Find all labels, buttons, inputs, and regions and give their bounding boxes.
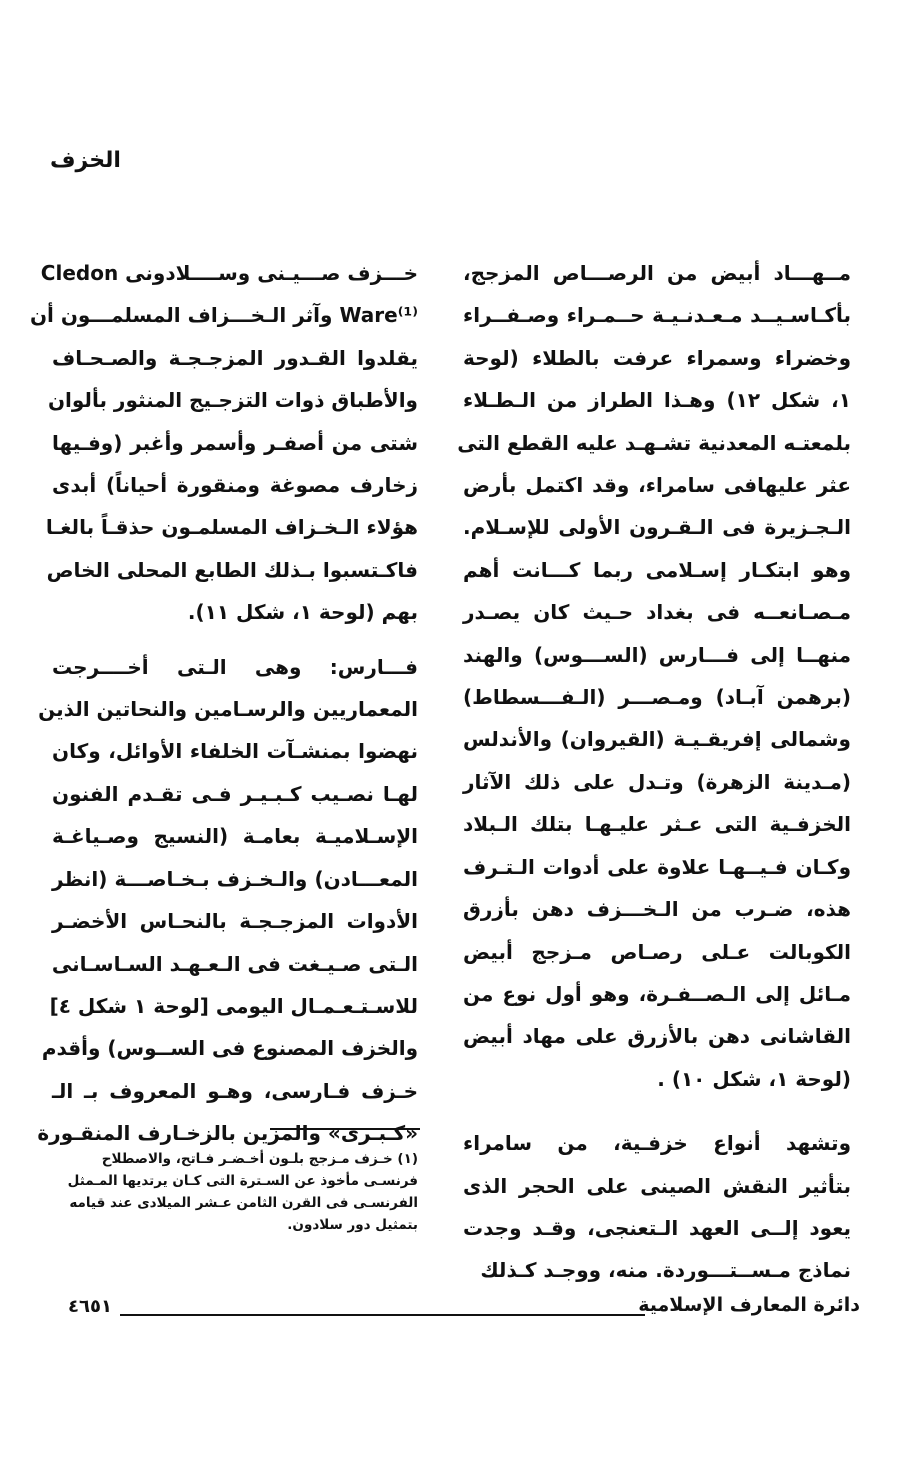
page-number: ٤٦٥١ [68,1296,112,1317]
text-line: وخضراء وسمراء عرفت بالطلاء (لوحة [463,345,851,370]
text-line: يعود إلــى العهد الـتعنجى، وقـد وجدت [463,1215,851,1240]
text-line: الأدوات المزجـجـة بالنحـاس الأخضـر [52,909,418,934]
text-line: فـــارس: وهى الـتى أخــــرجت [52,654,418,679]
text-line: (مـدينة الزهرة) وتـدل على ذلك الآثار [463,769,851,794]
text-line: خـزف فـارسى، وهـو المعروف بـ الـ [52,1078,418,1103]
text-line: وهو ابتكـار إسـلامى ربما كـــانت أهم [463,557,851,582]
text-line: ١، شكل ١٢) وهـذا الطراز من الـطـلاء [463,388,851,413]
text-line: مـائل إلى الـصــفـرة، وهو أول نوع من [463,981,851,1006]
text-line: الـجـزيرة فى الـقـرون الأولى للإسـلام. [463,515,851,540]
text-line: (لوحة ١، شكل ١٠) . [657,1066,851,1091]
text-line: مــهـــاد أبيض من الرصـــاص المزجج، [463,261,851,285]
text-line: لهـا نصـيب كـبـيـر فـى تقـدم الفنون [52,781,418,806]
text-line: بأكـاسـيــد مـعـدنـيـة حــمـراء وصـفــراء [463,303,851,328]
text-line: مـصـانعــه فى بغداد حـيث كان يصـدر [463,600,851,625]
text-line: الكوبالت عـلى رصـاص مـزجج أبيض [463,939,851,964]
footer-rule [120,1314,645,1316]
text-line: للاسـتـعـمـال اليومى [لوحة ١ شكل ٤] [49,993,418,1018]
text-line: منهــا إلى فـــارس (الســـوس) والهند [463,642,851,667]
text-line: بتأثير النقش الصينى على الحجر الذى [463,1173,851,1198]
text-line: «كـبـرى» والمزين بالزخـارف المنقـورة [37,1121,418,1146]
text-line: يقلدوا القـدور المزجـجـة والصـحـاف [52,345,418,370]
right-paragraph-2 [463,1122,851,1292]
text-line: وكـان فـيــهـا علاوة على أدوات الـتـرف [463,854,851,879]
running-header: الخزف [50,148,121,173]
text-line: والخزف المصنوع فى الســوس) وأقدم [41,1036,418,1061]
text-line: شتى من أصفـر وأسمر وأغبر (وفـيها [52,430,418,455]
text-line: نهضوا بمنشـآت الخلفاء الأوائل، وكان [52,739,418,764]
right-paragraph-1 [457,252,851,1100]
text-line: بهم (لوحة ١، شكل ١١). [187,600,418,625]
text-line: الإسـلاميـة بعامـة (النسيج وصـياغـة [52,824,418,849]
left-column [29,252,418,1155]
text-line: نماذج مـســتـــوردة. منه، ووجـد كـذلك [480,1258,851,1283]
text-line: المعـــادن) والـخـزف بـخـاصـــة (انظر [52,866,418,891]
text-line: وشمالى إفريقـيـة (القيروان) والأندلس [463,727,851,752]
text-line: والأطباق ذوات التزجـيج المنثور بألوان [47,388,418,413]
text-line: وتشهد أنواع خزفـية، من سامراء [463,1131,851,1156]
text-line: عثر عليهافى سامراء، وقد اكتمل بأرض [463,473,851,498]
text-line: بلمعتـه المعدنية تشـهـد عليه القطع التى [457,430,851,455]
text-line: القاشانى دهن بالأزرق على مهاد أبيض [463,1024,851,1049]
text-line: خـــزف صـــيـنى وســــلادونى Cledon [40,261,418,285]
page-footer [60,1296,860,1326]
footnote: (١) خـزف مـزجج بلـون أخـضـر فـاتح، والاصطلاح فرنسـى مأخوذ عن السـترة التى كـان يرتديها المـمثل الفرنسـى فى القرن الثامن عـشر الميلادى عند قيامه بتمثيل دور سلادون. [67,1151,418,1233]
footnote-separator [270,1128,420,1130]
publication-title: دائرة المعارف الإسلامية [638,1294,860,1316]
text-line: (برهمن آبـاد) ومـصـــر (الـفـــسطاط) [463,685,851,710]
left-paragraph-2 [37,646,418,1155]
text-line: هؤلاء الـخـزاف المسلمـون حذقـاً بالغـا [45,515,418,540]
text-line: Ware⁽¹⁾ وآثر الـخـــزاف المسلمـــون أن [29,303,418,328]
text-line: الخزفـية التى عـثر عليـهـا بتلك الـبلاد [463,812,851,837]
left-paragraph-1 [29,252,418,634]
text-line: المعماريين والرسـامين والنحاتين الذين [38,697,418,722]
text-line: فاكـتسبوا بـذلك الطابع المحلى الخاص [46,557,418,582]
text-line: الـتى صـيـغت فى الـعـهـد السـاسـانى [51,951,418,976]
right-column [457,252,851,1292]
text-line: هذه، ضـرب من الـخـــزف دهن بأزرق [463,897,851,922]
text-line: زخارف مصوغة ومنقورة أحياناً) أبدى [52,473,418,498]
